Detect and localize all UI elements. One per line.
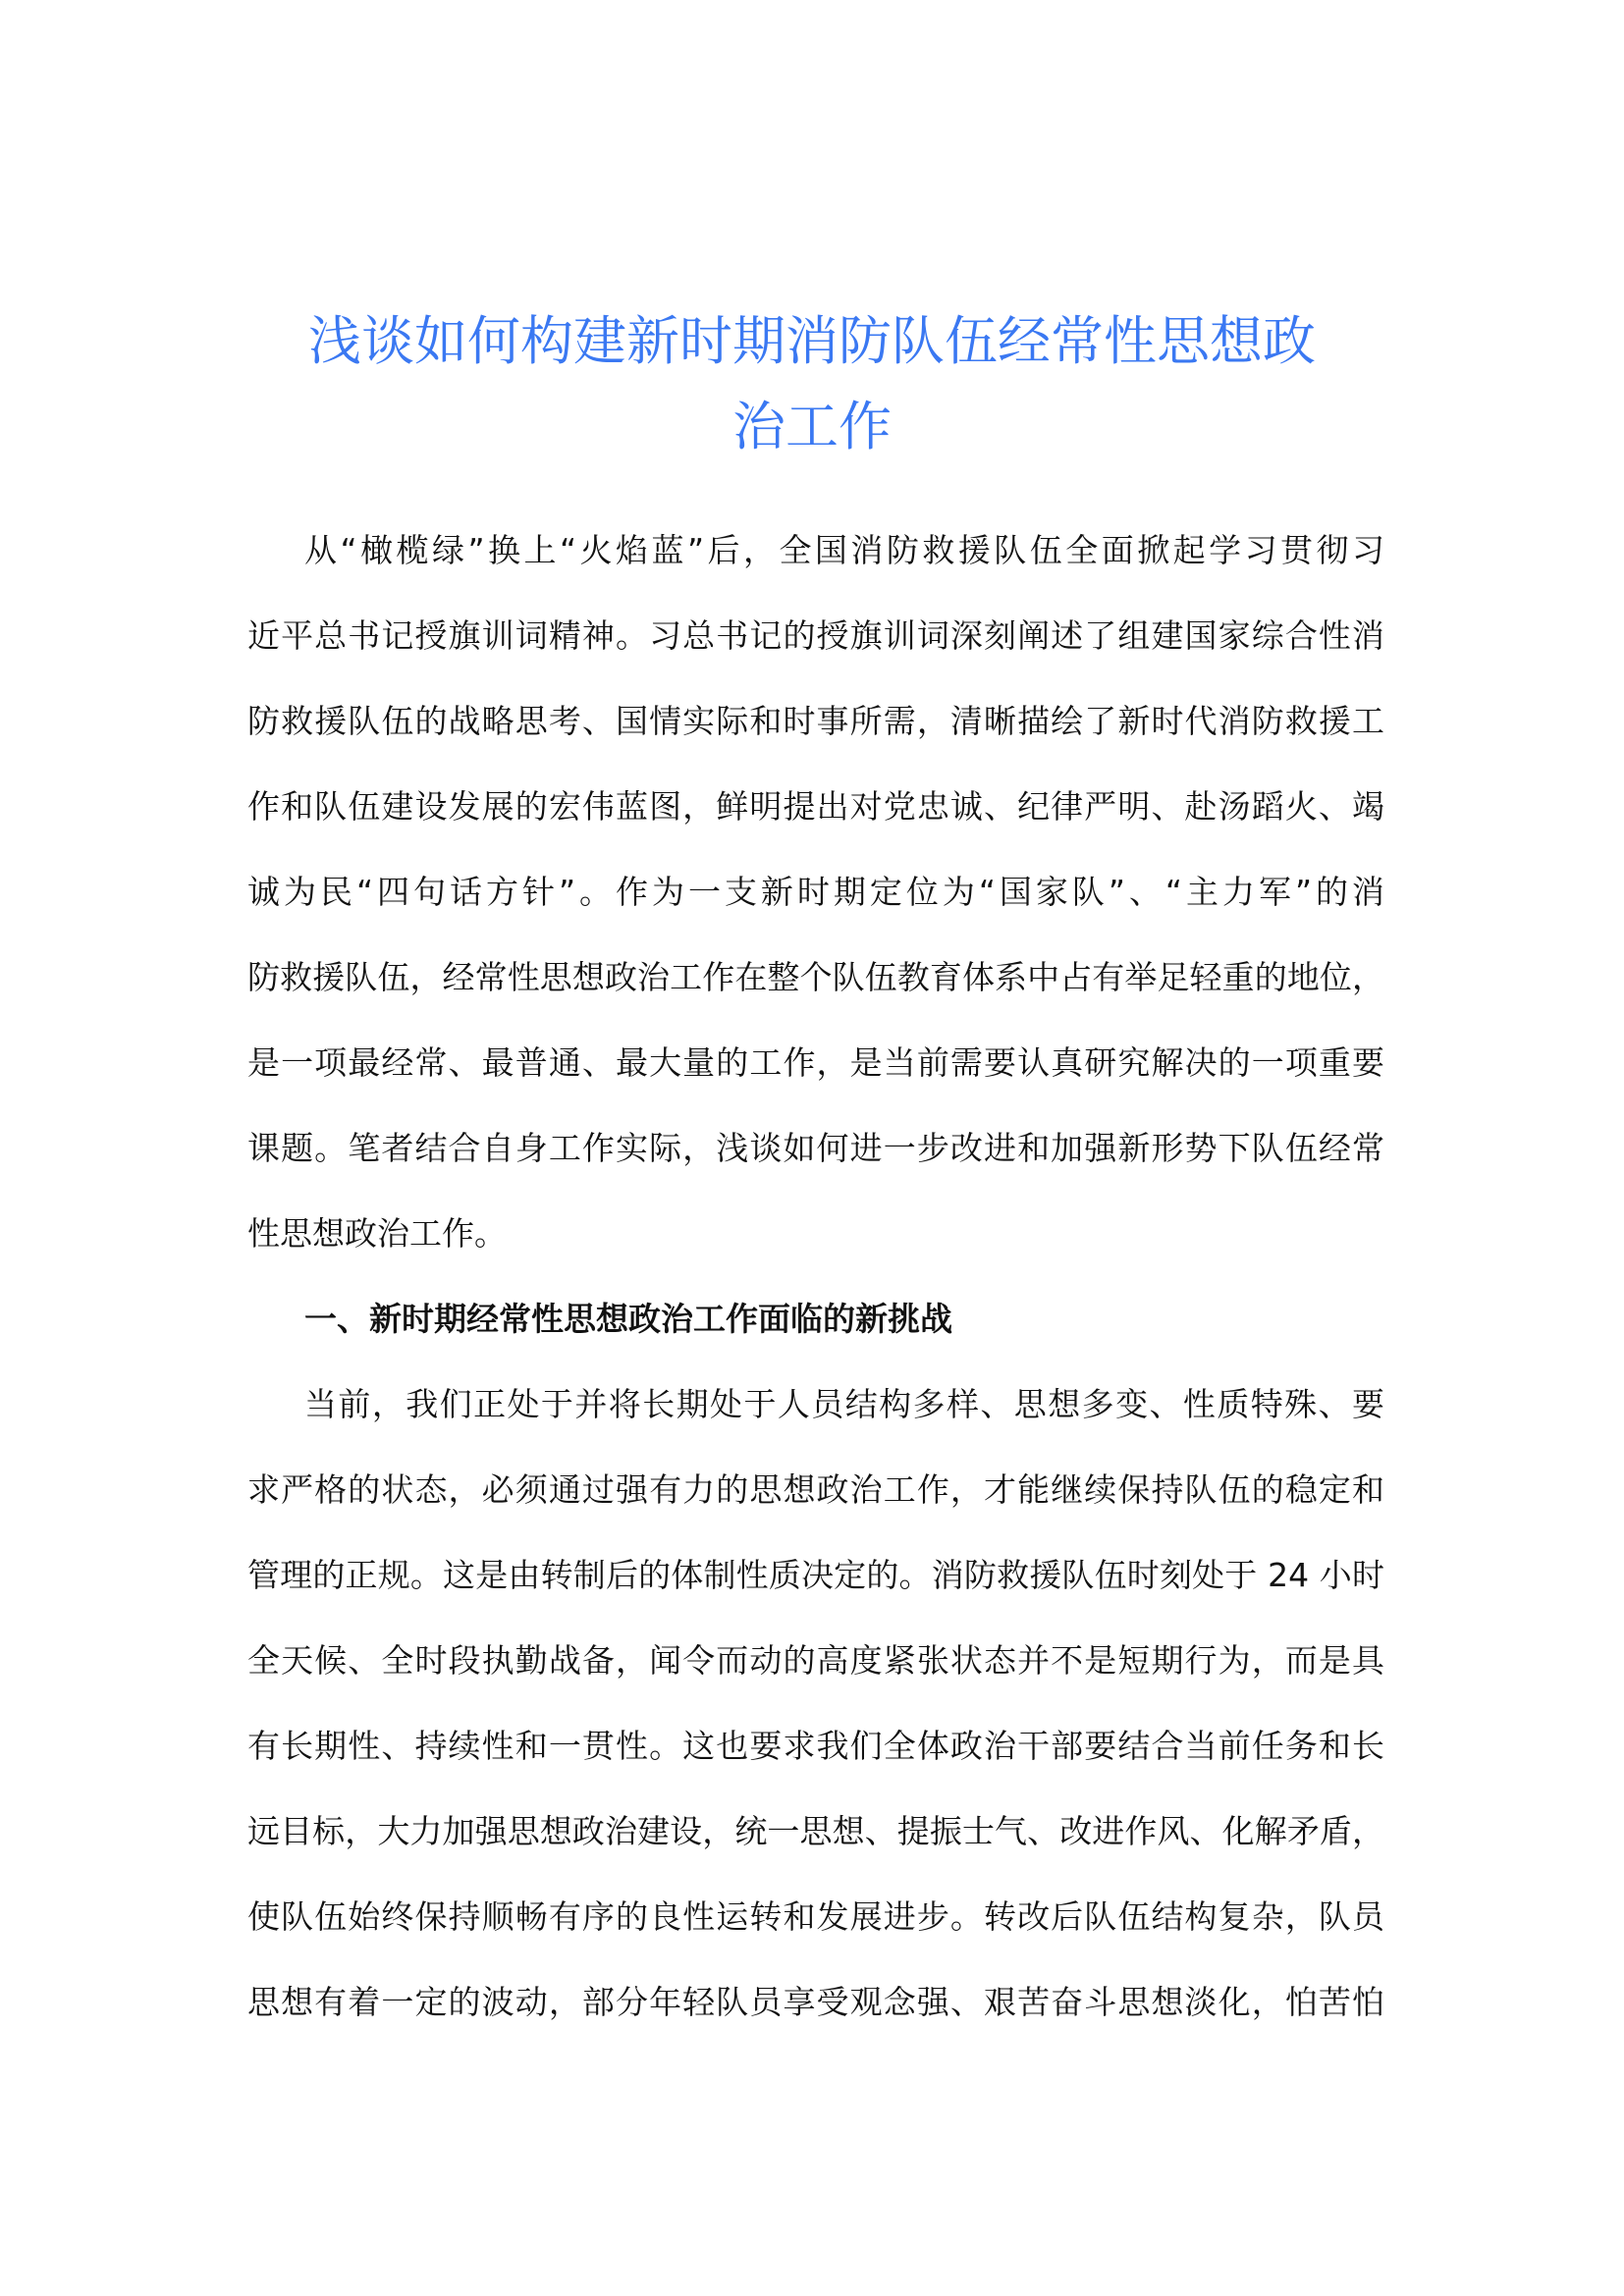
text-line: 近平总书记授旗训词精神。习总书记的授旗训词深刻阐述了组建国家综合性消 [247,616,1384,655]
text-line: 是一项最经常、最普通、最大量的工作，是当前需要认真研究解决的一项重要 [247,1043,1384,1082]
document-title-line-2: 治工作 [732,396,892,457]
text-line: 防救援队伍的战略思考、国情实际和时事所需，清晰描绘了新时代消防救援工 [247,702,1384,740]
text-line: 作和队伍建设发展的宏伟蓝图，鲜明提出对党忠诚、纪律严明、赴汤蹈火、竭 [247,787,1384,826]
document-title-line-1: 浅谈如何构建新时期消防队伍经常性思想政 [308,310,1316,372]
text-line: 管理的正规。这是由转制后的体制性质决定的。消防救援队伍时刻处于 24 小时 [247,1556,1384,1594]
text-line: 远目标，大力加强思想政治建设，统一思想、提振士气、改进作风、化解矛盾， [247,1812,1384,1850]
text-line: 当前，我们正处于并将长期处于人员结构多样、思想多变、性质特殊、要 [304,1385,1384,1423]
text-line: 防救援队伍，经常性思想政治工作在整个队伍教育体系中占有举足轻重的地位， [247,958,1384,996]
text-line: 求严格的状态，必须通过强有力的思想政治工作，才能继续保持队伍的稳定和 [247,1470,1384,1509]
text-line: 性思想政治工作。 [247,1214,507,1253]
text-line: 有长期性、持续性和一贯性。这也要求我们全体政治干部要结合当前任务和长 [247,1727,1384,1765]
section-heading: 一、新时期经常性思想政治工作面临的新挑战 [304,1300,952,1338]
text-line: 思想有着一定的波动，部分年轻队员享受观念强、艰苦奋斗思想淡化，怕苦怕 [247,1983,1384,2021]
text-line: 课题。笔者结合自身工作实际，浅谈如何进一步改进和加强新形势下队伍经常 [247,1129,1384,1167]
text-line: 诚为民“四句话方针”。作为一支新时期定位为“国家队”、“主力军”的消 [247,873,1384,911]
text-line: 从“橄榄绿”换上“火焰蓝”后，全国消防救援队伍全面掀起学习贯彻习 [304,531,1384,569]
text-line: 使队伍始终保持顺畅有序的良性运转和发展进步。转改后队伍结构复杂，队员 [247,1897,1384,1936]
text-line: 全天候、全时段执勤战备，闻令而动的高度紧张状态并不是短期行为，而是具 [247,1641,1384,1680]
